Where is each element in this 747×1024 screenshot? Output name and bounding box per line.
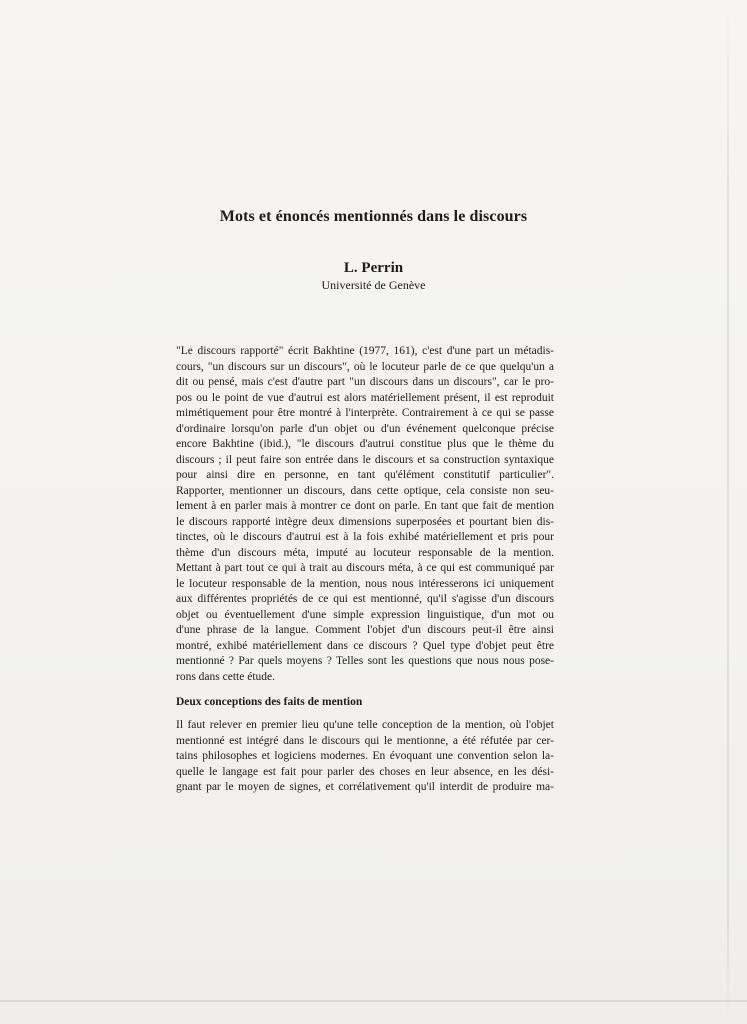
text-line: thème d'un discours méta, imputé au locuteur responsable de la mention. — [176, 546, 554, 559]
intro-paragraph — [176, 344, 554, 685]
text-line: aux différentes propriétés de ce qui est mentionné, qu'il s'agisse d'un discours — [176, 593, 554, 605]
text-line: encore Bakhtine (ibid.), "le discours d'autrui constitue plus que le thème du — [176, 438, 554, 450]
text-line: mentionné est intégré dans le discours qui le mentionne, a été réfutée par cer- — [176, 734, 554, 747]
article-title: Mots et énoncés mentionnés dans le discours — [219, 208, 528, 225]
text-line: dit ou pensé, mais c'est d'autre part "un discours dans un discours", car le pro- — [176, 376, 554, 388]
author-affiliation: Université de Genève — [321, 278, 426, 292]
text-line: tains philosophes et logiciens modernes. En évoquant une convention selon la- — [176, 750, 554, 762]
text-line: d'ordinaire lorsqu'on parle d'un objet ou d'un événement quelconque précise — [176, 422, 554, 435]
text-line: le locuteur responsable de la mention, nous nous intéresserons ici uniquement — [176, 577, 554, 590]
text-line: "Le discours rapporté" écrit Bakhtine (1977, 161), c'est d'une part un métadis- — [176, 345, 554, 357]
section-heading: Deux conceptions des faits de mention — [176, 696, 363, 708]
section-paragraph — [176, 718, 554, 796]
page-edge-bottom — [0, 1000, 747, 1002]
text-line: d'une phrase de la langue. Comment l'objet d'un discours peut-il être ainsi — [176, 624, 554, 636]
text-line: discours ; il peut faire son entrée dans le discours et sa construction syntaxique — [176, 453, 554, 466]
text-line: Mettant à part tout ce qui à trait au discours méta, à ce qui est communiqué par — [176, 562, 554, 574]
text-line: Rapporter, mentionner un discours, dans cette optique, cela consiste non seu- — [176, 484, 554, 497]
text-line: pour ainsi dire en personne, en tant qu'élément constitutif particulier". — [176, 469, 554, 481]
text-line: pos ou le point de vue d'autrui est alors matériellement présent, il est reproduit — [176, 391, 554, 404]
text-line: lement à en parler mais à montrer ce dont on parle. En tant que fait de mention — [176, 500, 554, 512]
author-name: L. Perrin — [343, 260, 404, 276]
page-edge-right — [727, 0, 729, 1024]
text-line: tinctes, où le discours d'autrui est à la fois exhibé matériellement et pris pour — [176, 531, 554, 543]
text-line: gnant par le moyen de signes, et corrélativement qu'il interdit de produire ma- — [176, 781, 554, 793]
text-line: cours, "un discours sur un discours", où le locuteur parle de ce que quelqu'un a — [176, 360, 554, 373]
text-line: mentionné ? Par quels moyens ? Telles sont les questions que nous nous pose- — [176, 655, 554, 667]
text-line: rons dans cette étude. — [176, 670, 275, 683]
text-line: objet ou éventuellement d'une simple expression linguistique, d'un mot ou — [176, 608, 554, 621]
text-line: mimétiquement pour être montré à l'interprète. Contrairement à ce qui se passe — [176, 407, 554, 419]
text-line: quelle le langage est fait pour parler des choses en leur absence, en les dési- — [176, 765, 554, 778]
text-line: montré, exhibé matériellement dans ce discours ? Quel type d'objet peut être — [176, 639, 554, 652]
text-line: Il faut relever en premier lieu qu'une telle conception de la mention, où l'objet — [176, 719, 554, 731]
text-line: le discours rapporté intègre deux dimensions superposées et pourtant bien dis- — [176, 515, 554, 528]
